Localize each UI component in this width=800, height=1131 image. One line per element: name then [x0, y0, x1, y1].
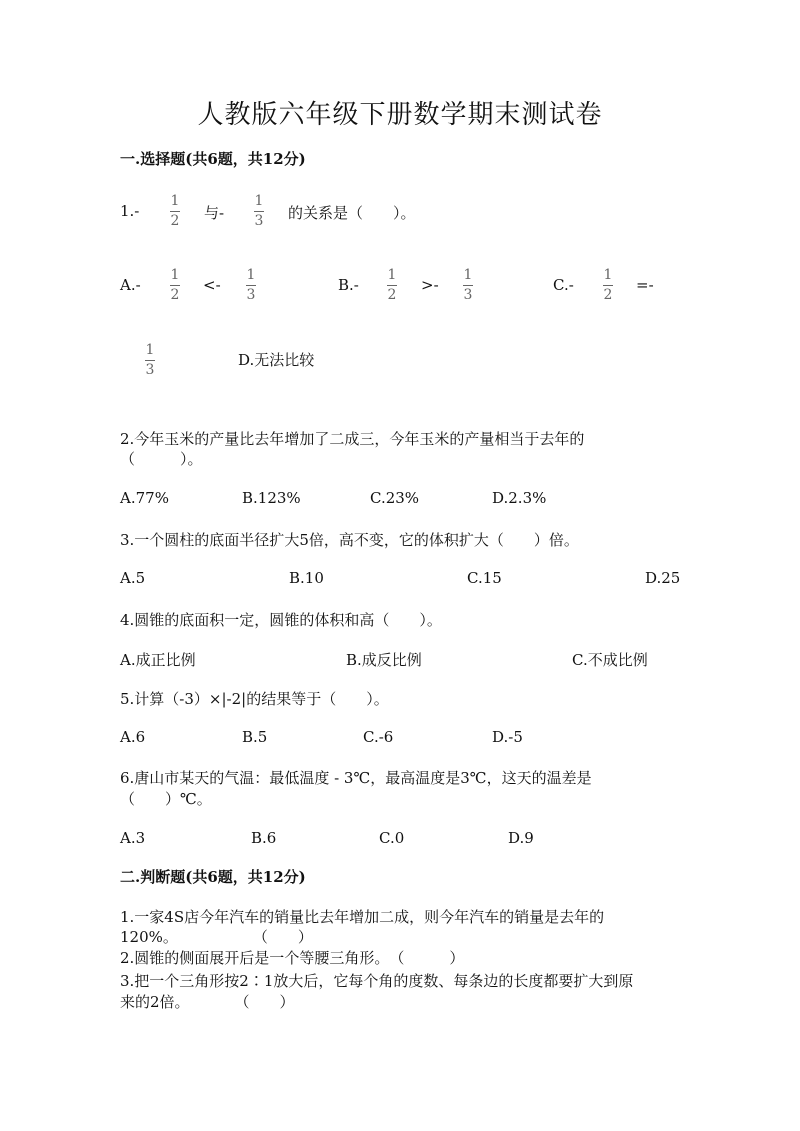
q1-option-c-fraction-2: 1 3 [145, 342, 155, 378]
q1-option-d: D.无法比较 [238, 351, 315, 369]
q1-option-c-relation: =- [636, 276, 654, 294]
q1-option-a-prefix: A.- [120, 276, 141, 294]
q1-fraction-a: 1 2 [170, 193, 180, 229]
q2-stem-line-2: （ ）。 [120, 450, 203, 468]
q2-option-d: D.2.3% [492, 489, 547, 507]
section-heading-choice: 一.选择题(共6题，共12分) [120, 150, 306, 168]
q3-stem: 3.一个圆柱的底面半径扩大5倍，高不变，它的体积扩大（ ）倍。 [120, 531, 579, 549]
q4-option-b: B.成反比例 [346, 651, 422, 669]
q1-option-c-prefix: C.- [553, 276, 574, 294]
q3-option-c: C.15 [467, 569, 502, 587]
q5-option-a: A.6 [120, 728, 146, 746]
q3-option-b: B.10 [289, 569, 324, 587]
q6-option-c: C.0 [379, 829, 405, 847]
q1-option-a-fraction-2: 1 3 [246, 267, 256, 303]
q1-fraction-b: 1 3 [254, 193, 264, 229]
q5-stem: 5.计算（-3）×|-2|的结果等于（ ）。 [120, 690, 389, 708]
judgement-line: 120%。 （ ） [120, 928, 313, 946]
q1-option-b-prefix: B.- [338, 276, 359, 294]
section-heading-judgement: 二.判断题(共6题，共12分) [120, 868, 306, 886]
q2-option-a: A.77% [120, 489, 169, 507]
q6-stem-line-2: （ ）℃。 [120, 790, 212, 808]
q3-option-a: A.5 [120, 569, 146, 587]
q2-option-b: B.123% [242, 489, 301, 507]
judgement-line: 3.把一个三角形按2∶1放大后，它每个角的度数、每条边的长度都要扩大到原 [120, 972, 634, 990]
q4-option-c: C.不成比例 [572, 651, 648, 669]
q1-option-b-relation: >- [421, 276, 439, 294]
q6-option-a: A.3 [120, 829, 146, 847]
judgement-line: 2.圆锥的侧面展开后是一个等腰三角形。 （ ） [120, 949, 465, 967]
q6-stem-line-1: 6.唐山市某天的气温：最低温度 - 3℃，最高温度是3℃，这天的温差是 [120, 769, 592, 787]
q4-stem: 4.圆锥的底面积一定，圆锥的体积和高（ ）。 [120, 611, 442, 629]
q4-option-a: A.成正比例 [120, 651, 196, 669]
page-title: 人教版六年级下册数学期末测试卷 [197, 100, 603, 130]
q6-option-b: B.6 [251, 829, 277, 847]
q6-option-d: D.9 [508, 829, 534, 847]
q1-option-a-relation: <- [203, 276, 221, 294]
q5-option-c: C.-6 [363, 728, 394, 746]
q1-stem-prefix: 1.- [120, 202, 140, 220]
q2-stem-line-1: 2.今年玉米的产量比去年增加了二成三，今年玉米的产量相当于去年的 [120, 430, 585, 448]
judgement-line: 来的2倍。 （ ） [120, 993, 295, 1011]
q1-option-b-fraction-2: 1 3 [463, 267, 473, 303]
q1-option-c-fraction-1: 1 2 [603, 267, 613, 303]
q2-option-c: C.23% [370, 489, 420, 507]
q1-stem-suffix: 的关系是（ ）。 [288, 204, 416, 222]
q5-option-b: B.5 [242, 728, 268, 746]
q5-option-d: D.-5 [492, 728, 523, 746]
judgement-line: 1.一家4S店今年汽车的销量比去年增加二成，则今年汽车的销量是去年的 [120, 908, 605, 926]
q1-option-a-fraction-1: 1 2 [170, 267, 180, 303]
q1-stem-middle: 与- [204, 204, 225, 222]
q3-option-d: D.25 [645, 569, 681, 587]
q1-option-b-fraction-1: 1 2 [387, 267, 397, 303]
